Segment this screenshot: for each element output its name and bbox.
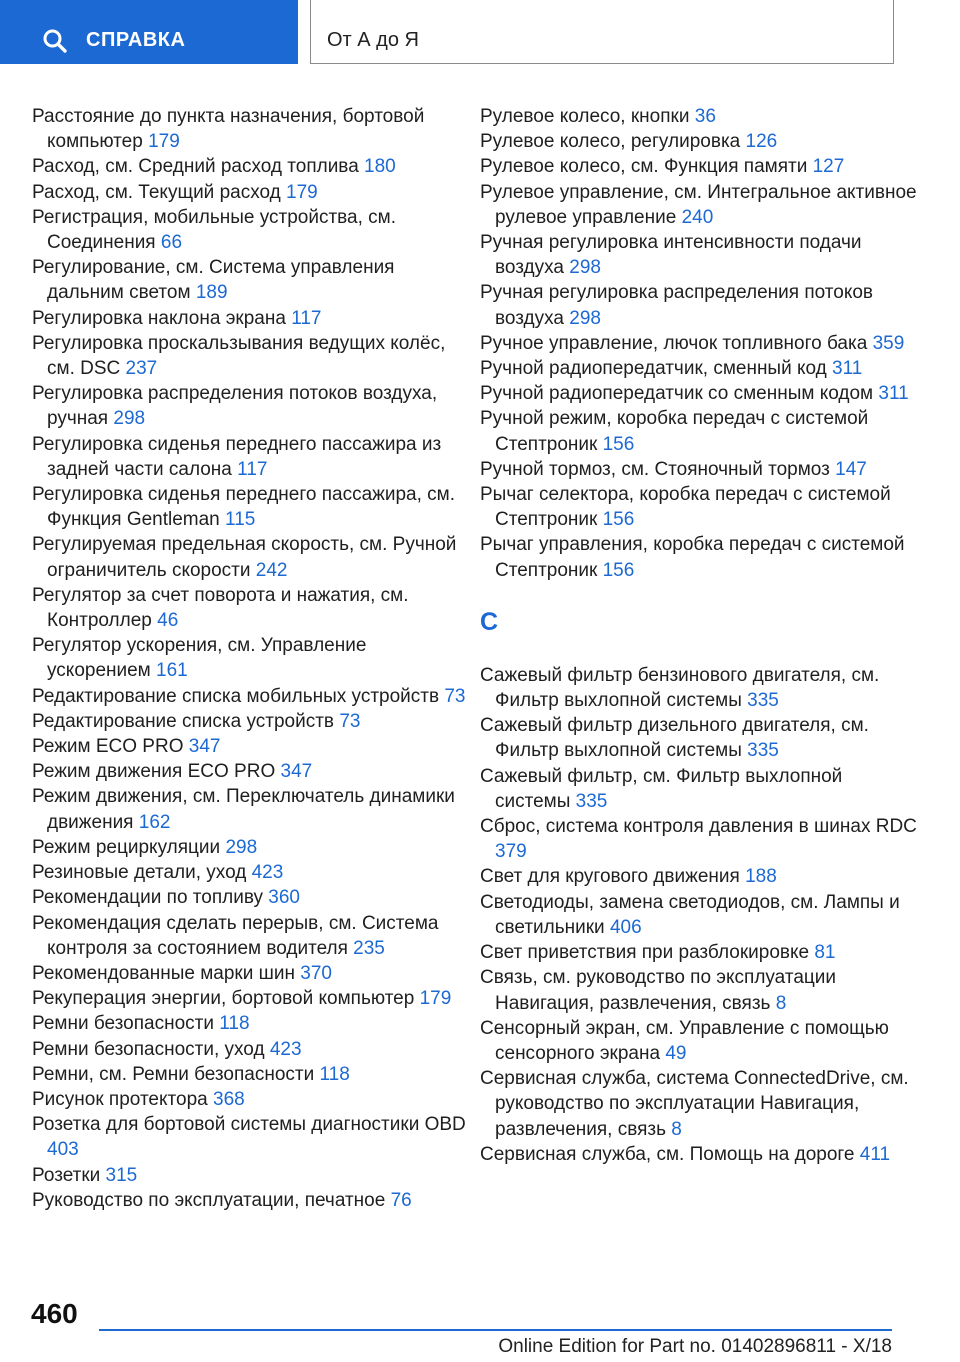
index-entry-text: Рулевое колесо, см. Функция памяти [480,156,808,178]
index-entry-text: Свет для кругового движения [480,866,740,888]
index-entry-text: Розетки [32,1164,101,1186]
index-entry [480,356,920,381]
index-entry-page-link[interactable]: 36 [694,106,716,127]
index-entry [32,860,472,885]
index-entry-page-link[interactable]: 189 [195,282,228,304]
index-entry [32,255,472,305]
index-entry [32,911,472,961]
index-entry [32,331,472,381]
index-entry-page-link[interactable]: 335 [747,690,779,712]
search-icon [42,28,68,54]
index-column-right [480,104,920,1167]
help-tab-label: СПРАВКА [86,29,186,51]
index-entry-text: Регистрация, мобильные устройства, см. Соединения [32,206,397,254]
index-entry-text: Сажевый фильтр дизельного двигателя, см. Фильтр выхлопной системы [480,715,869,762]
index-entry [32,684,472,709]
index-entry [32,482,472,532]
index-entry-page-link[interactable]: 127 [812,156,845,178]
index-entry-page-link[interactable]: 298 [569,307,601,329]
index-entry-text: Рекомендованные марки шин [32,962,295,984]
index-entry [480,381,920,406]
index-entry-text: Розетка для бортовой системы диагностики OBD [32,1114,466,1136]
index-entry [32,961,472,986]
index-entry [32,734,472,759]
index-entry [480,864,920,889]
index-entry-text: Рулевое колесо, регулировка [480,131,741,153]
index-entry-text: Ручной режим, коробка передач с системой Стептроник [480,408,869,455]
index-entry-text: Регулятор ускорения, см. Управление ускорением [32,635,367,682]
index-entry [32,1163,472,1188]
index-entry-page-link[interactable]: 117 [291,307,322,329]
section-letter: С [480,607,499,636]
index-entry-text: Рекомендации по топливу [32,887,264,909]
index-entry-page-link[interactable]: 315 [105,1164,138,1186]
index-entry [480,129,920,154]
index-entry-text: Ручная регулировка распределения потоков воздуха [480,282,874,329]
index-entry-page-link[interactable]: 156 [602,559,635,581]
index-entry-page-link[interactable]: 335 [747,740,779,762]
index-entry-page-link[interactable]: 235 [353,937,385,959]
index-group-r [480,104,920,583]
index-entry-text: Регулировка сиденья переднего пассажира из задней части салона [32,433,442,480]
index-entry-page-link[interactable]: 180 [364,156,396,178]
index-entry-page-link[interactable]: 403 [47,1139,79,1161]
index-entry [32,784,472,834]
index-entry-text: Ручная регулировка интенсивности подачи воздуха [480,232,862,279]
index-entry-page-link[interactable]: 379 [495,841,527,863]
index-entry-page-link[interactable]: 179 [286,181,318,203]
index-entry [480,180,920,230]
footer-divider [99,1329,892,1331]
index-entry [32,1062,472,1087]
index-entry-page-link[interactable]: 188 [745,866,777,888]
index-entry-page-link[interactable]: 411 [859,1143,891,1165]
index-entry [32,709,472,734]
index-entry-text: Ремни безопасности, уход [32,1038,265,1060]
page-number: 460 [31,1298,78,1329]
index-entry-page-link[interactable]: 147 [835,458,867,480]
index-entry-page-link[interactable]: 242 [255,559,288,581]
index-entry-page-link[interactable]: 240 [681,206,714,228]
index-entry [32,381,472,431]
index-entry-text: Светодиоды, замена светодиодов, см. Лампы и светильники [480,891,900,938]
header [0,0,960,66]
index-entry-text: Рычаг управления, коробка передач с системой Стептроник [480,534,905,581]
index-entry-text: Редактирование списка устройств [32,710,335,732]
index-entry [480,1066,920,1142]
a-to-z-tab[interactable] [310,0,894,64]
a-to-z-tab-label: От А до Я [327,29,419,51]
index-entry-text: Режим движения ECO PRO [32,761,276,783]
index-entry [32,1087,472,1112]
index-entry [32,1188,472,1213]
index-entry [480,663,920,713]
index-entry [32,306,472,331]
edition-note: Online Edition for Part no. 01402896811 - X/18 [498,1336,892,1357]
index-entry-text: Рекомендация сделать перерыв, см. Система контроля за состоянием водителя [32,912,439,959]
index-entry-text: Регулирование, см. Система управления дальним светом [32,257,395,304]
index-entry-text: Резиновые детали, уход [32,862,247,884]
index-entry [480,280,920,330]
index-entry-page-link[interactable]: 156 [602,433,635,455]
index-entry-page-link[interactable]: 359 [872,332,905,354]
index-entry-page-link[interactable]: 81 [814,942,836,964]
index-entry-page-link[interactable]: 298 [113,408,146,430]
index-entry [480,764,920,814]
index-entry-page-link[interactable]: 298 [569,257,601,279]
index-entry-page-link[interactable]: 370 [300,962,332,984]
index-entry-page-link[interactable]: 117 [237,458,268,480]
index-entry [480,713,920,763]
index-entry-page-link[interactable]: 298 [225,836,258,858]
index-entry-text: Сажевый фильтр, см. Фильтр выхлопной системы [480,765,843,812]
index-entry-text: Сенсорный экран, см. Управление с помощью сенсорного экрана [480,1017,889,1064]
index-entry [480,1016,920,1066]
index-entry-page-link[interactable]: 368 [213,1088,245,1110]
index-entry-text: Режим рециркуляции [32,836,221,858]
index-entry [32,986,472,1011]
index-entry [480,230,920,280]
index-entry-text: Ручной тормоз, см. Стояночный тормоз [480,458,830,480]
index-entry-text: Руководство по эксплуатации, печатное [32,1189,386,1211]
index-entry-text: Ручное управление, лючок топливного бака [480,332,868,354]
index-entry [480,532,920,582]
index-entry [480,814,920,864]
index-entry-text: Регулировка наклона экрана [32,307,286,329]
index-entry-text: Ручной радиопередатчик, сменный код [480,358,827,380]
index-entry [32,835,472,860]
index-entry [32,432,472,482]
index-entry-page-link[interactable]: 46 [157,610,179,632]
index-entry [32,759,472,784]
index-entry-page-link[interactable]: 76 [390,1189,412,1211]
index-entry-page-link[interactable]: 49 [665,1042,687,1064]
index-column-left [32,104,472,1213]
index-entry [32,180,472,205]
index-entry [480,965,920,1015]
index-entry-page-link[interactable]: 237 [125,358,158,380]
index-entry-text: Режим движения, см. Переключатель динамики движения [32,786,455,833]
index-entry-page-link[interactable]: 66 [160,232,183,254]
index-entry-text: Сажевый фильтр бензинового двигателя, см. Фильтр выхлопной системы [480,664,880,712]
index-entry-text: Редактирование списка мобильных устройств [32,685,440,707]
index-entry-page-link[interactable]: 156 [602,509,635,531]
index-group-s [480,663,920,1167]
index-entry-text: Рычаг селектора, коробка передач с системой Стептроник [480,484,891,531]
index-entry-page-link[interactable]: 8 [775,992,787,1014]
index-entry-text: Регулировка распределения потоков воздуха, ручная [32,383,438,430]
index-entry [480,890,920,940]
index-entry-text: Регулировка сиденья переднего пассажира, см. Функция Gentleman [32,484,456,531]
index-entry [480,331,920,356]
index-entry [480,482,920,532]
index-entry [32,154,472,179]
index-entry-page-link[interactable]: 73 [444,685,466,707]
index-entry-text: Регулятор за счет поворота и нажатия, см. Контроллер [32,584,409,632]
index-entry-page-link[interactable]: 179 [419,988,452,1010]
index-entry-page-link[interactable]: 162 [138,811,171,833]
index-entry-text: Режим ECO PRO [32,736,184,758]
index-entry-page-link[interactable]: 347 [188,736,221,758]
index-entry-page-link[interactable]: 423 [269,1038,302,1060]
index-entry [32,583,472,633]
index-entry-page-link[interactable]: 115 [225,509,256,531]
index-entry [32,1037,472,1062]
index-entry [480,154,920,179]
index-entry-page-link[interactable]: 161 [156,660,188,682]
index-entry-page-link[interactable]: 126 [745,131,778,153]
index-entry-text: Расход, см. Текущий расход [32,181,281,203]
index-entry [480,104,920,129]
index-entry [480,406,920,456]
index-entry-text: Расстояние до пункта назначения, бортовой компьютер [32,106,425,153]
index-entry-text: Регулировка проскальзывания ведущих колёс, см. DSC [32,332,446,380]
index-entry [480,457,920,482]
index-entry-text: Сервисная служба, см. Помощь на дороге [480,1143,855,1165]
index-entry-page-link[interactable]: 406 [609,916,642,938]
index-entry-text: Рекуперация энергии, бортовой компьютер [32,988,415,1010]
index-entry-text: Ремни, см. Ремни безопасности [32,1063,315,1085]
index-entry-page-link[interactable]: 73 [339,710,361,732]
index-entry-page-link[interactable]: 423 [251,862,284,884]
index-entry-page-link[interactable]: 347 [280,761,313,783]
index-entry [32,104,472,154]
help-tab[interactable] [0,0,298,64]
index-entry-text: Рисунок протектора [32,1088,208,1110]
index-entry-page-link[interactable]: 8 [671,1118,682,1140]
index-entry-text: Рулевое колесо, кнопки [480,106,690,127]
index-entry-page-link[interactable]: 118 [219,1013,250,1035]
index-entry-text: Свет приветствия при разблокировке [480,942,810,964]
index-entry [32,205,472,255]
index-entry-page-link[interactable]: 335 [575,790,608,812]
index-entry [480,1142,920,1167]
index-entry-page-link[interactable]: 360 [268,887,300,909]
index-entry-text: Сервисная служба, система ConnectedDrive, см. руководство по эксплуатации Навигация, развлечения, связь [480,1068,909,1140]
index-entry [32,1112,472,1162]
index-entry-page-link[interactable]: 311 [878,383,909,405]
index-entry-text: Связь, см. руководство по эксплуатации Навигация, развлечения, связь [480,967,836,1014]
index-entry [32,532,472,582]
index-entry-page-link[interactable]: 311 [832,358,863,380]
index-entry-text: Расход, см. Средний расход топлива [32,156,359,178]
index-entry [32,885,472,910]
index-entry-text: Ремни безопасности [32,1013,214,1035]
index-entry [32,633,472,683]
index-entry-text: Сброс, система контроля давления в шинах RDC [480,816,917,838]
index-entry-text: Регулируемая предельная скорость, см. Ручной ограничитель скорости [32,534,457,581]
index-entry [480,940,920,965]
index-entry-page-link[interactable]: 118 [319,1063,350,1085]
index-entry-page-link[interactable]: 179 [148,131,180,153]
index-entry-text: Рулевое управление, см. Интегральное активное рулевое управление [480,181,917,228]
index-entry [32,1011,472,1036]
index-entry-text: Ручной радиопередатчик со сменным кодом [480,383,874,405]
